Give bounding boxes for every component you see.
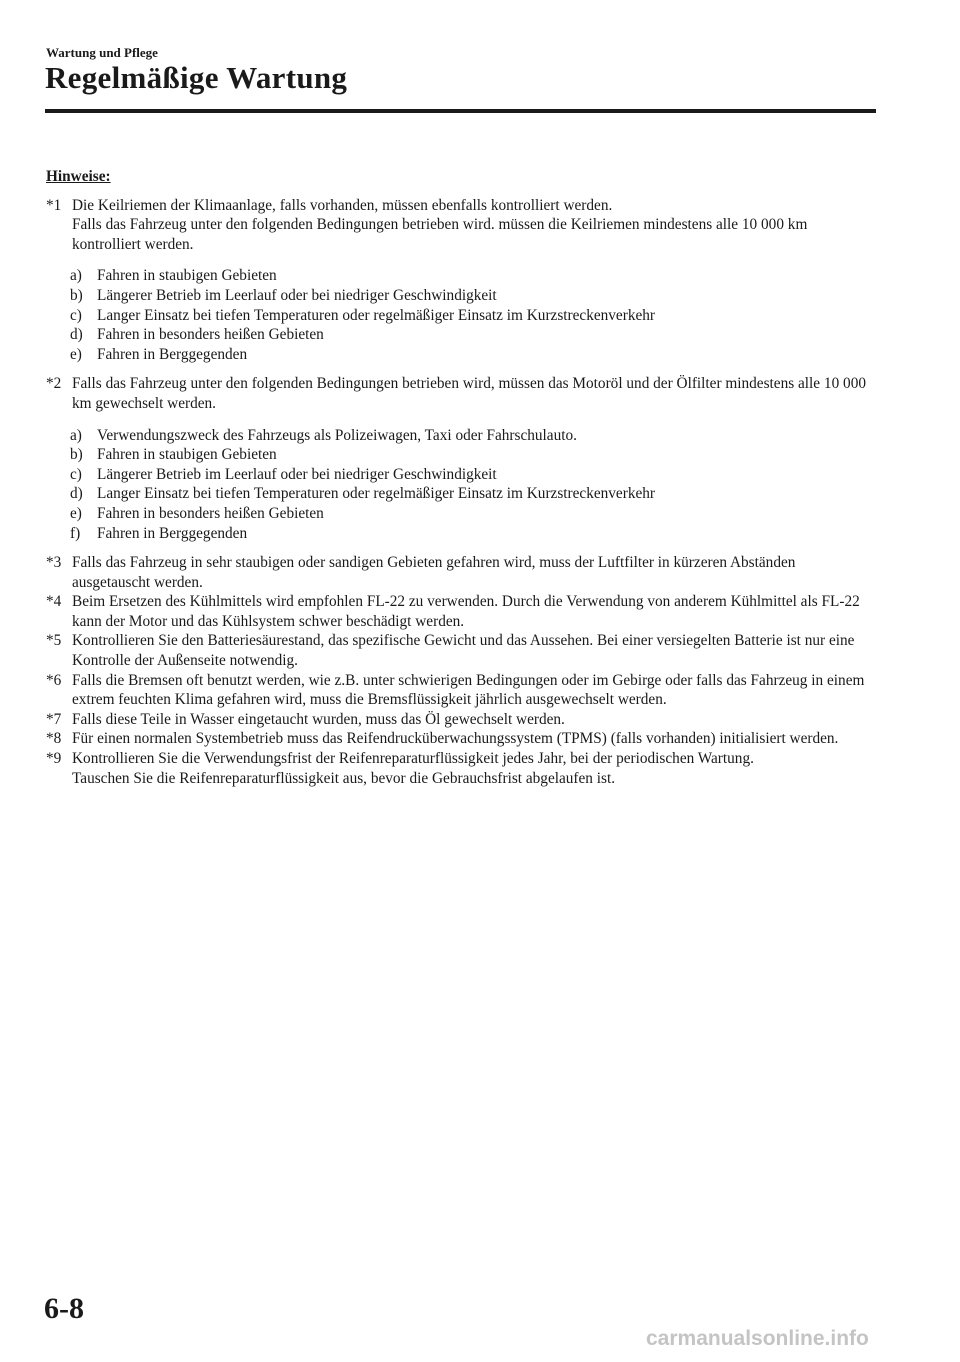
footnote-text: Falls die Bremsen oft benutzt werden, wie z.B. unter schwierigen Bedingungen oder im Gebirge oder falls das Fahrzeug in einem extrem feuchten Klima gefahren wird, muss die Bremsflüssigkeit jährlich ausgewechselt werden. — [72, 671, 865, 709]
condition-list — [46, 426, 876, 544]
footnote-text: Falls das Fahrzeug unter den folgenden Bedingungen betrieben wird. müssen die Keilriemen mindestens alle 10 000 km kontrolliert werden. — [72, 216, 808, 253]
condition-letter: c) — [70, 465, 82, 483]
condition-text: Verwendungszweck des Fahrzeugs als Polizeiwagen, Taxi oder Fahrschulauto. — [97, 426, 577, 444]
footnote-marker: *9 — [46, 750, 62, 768]
footnote-text: Beim Ersetzen des Kühlmittels wird empfohlen FL-22 zu verwenden. Durch die Verwendung von anderem Kühlmittel als FL-22 kann der Motor und das Kühlsystem schwer beschädigt werden. — [72, 593, 860, 630]
footnote-8 — [46, 729, 876, 749]
footnote-body — [72, 749, 876, 788]
condition-item — [70, 345, 876, 365]
footnote-2 — [46, 374, 876, 543]
condition-text: Fahren in staubigen Gebieten — [97, 446, 277, 464]
footnote-body — [72, 553, 876, 592]
condition-item — [70, 484, 876, 504]
condition-letter: e) — [70, 345, 82, 363]
condition-text: Fahren in besonders heißen Gebieten — [97, 504, 324, 522]
condition-text: Langer Einsatz bei tiefen Temperaturen oder regelmäßiger Einsatz im Kurzstreckenverkehr — [97, 306, 655, 324]
footnote-marker: *2 — [46, 375, 62, 393]
condition-item — [70, 286, 876, 306]
footnote-marker: *8 — [46, 730, 62, 748]
condition-item — [70, 465, 876, 485]
footnote-1 — [46, 196, 876, 365]
condition-item — [70, 306, 876, 326]
condition-letter: a) — [70, 267, 82, 285]
footnote-body — [72, 196, 876, 255]
notes-section — [46, 167, 876, 788]
footnote-marker: *5 — [46, 632, 62, 650]
footnote-7 — [46, 710, 876, 730]
condition-letter: a) — [70, 426, 82, 444]
condition-text: Fahren in staubigen Gebieten — [97, 267, 277, 285]
notes-heading: Hinweise: — [46, 168, 111, 185]
condition-item — [70, 426, 876, 446]
footnote-4 — [46, 592, 876, 631]
condition-letter: c) — [70, 306, 82, 324]
condition-text: Längerer Betrieb im Leerlauf oder bei niedriger Geschwindigkeit — [97, 465, 497, 483]
section-label: Wartung und Pflege — [46, 45, 158, 60]
footnote-body — [72, 729, 876, 749]
footnote-body — [72, 592, 876, 631]
page-title: Regelmäßige Wartung — [45, 60, 348, 95]
footnote-6 — [46, 671, 876, 710]
condition-item — [70, 524, 876, 544]
condition-item — [70, 445, 876, 465]
footnote-text: Die Keilriemen der Klimaanlage, falls vorhanden, müssen ebenfalls kontrolliert werden. — [72, 196, 613, 214]
condition-letter: b) — [70, 446, 83, 464]
footnote-marker: *1 — [46, 196, 62, 214]
condition-letter: d) — [70, 326, 83, 344]
footnote-5 — [46, 631, 876, 670]
footnote-text: Kontrollieren Sie den Batteriesäurestand, das spezifische Gewicht und das Aussehen. Bei einer versiegelten Batterie ist nur eine Kontrolle der Außenseite notwendig. — [72, 632, 855, 670]
condition-text: Langer Einsatz bei tiefen Temperaturen oder regelmäßiger Einsatz im Kurzstreckenverkehr — [97, 485, 655, 503]
condition-letter: e) — [70, 504, 82, 522]
footnote-body — [72, 631, 876, 670]
condition-text: Fahren in Berggegenden — [97, 524, 248, 542]
footnote-text: Falls das Fahrzeug unter den folgenden Bedingungen betrieben wird, müssen das Motoröl und der Ölfilter mindestens alle 10 000 km gewechselt werden. — [72, 375, 866, 412]
footnote-body — [72, 710, 876, 730]
watermark[interactable]: carmanualsonline.info — [646, 1327, 869, 1350]
footnote-marker: *6 — [46, 671, 62, 689]
footnote-body — [72, 374, 876, 413]
footnote-text: Kontrollieren Sie die Verwendungsfrist der Reifenreparaturflüssigkeit jedes Jahr, bei der periodischen Wartung. — [72, 750, 754, 768]
footnote-text: Falls diese Teile in Wasser eingetaucht wurden, muss das Öl gewechselt werden. — [72, 710, 565, 728]
condition-item — [70, 266, 876, 286]
footnote-marker: *7 — [46, 710, 62, 728]
condition-letter: d) — [70, 485, 83, 503]
page-number: 6-8 — [44, 1292, 84, 1325]
footnote-3 — [46, 553, 876, 592]
title-rule — [45, 109, 876, 113]
footnote-9 — [46, 749, 876, 788]
condition-text: Längerer Betrieb im Leerlauf oder bei niedriger Geschwindigkeit — [97, 286, 497, 304]
condition-text: Fahren in besonders heißen Gebieten — [97, 326, 324, 344]
condition-list — [46, 266, 876, 364]
footnote-text: Für einen normalen Systembetrieb muss das Reifendrucküberwachungssystem (TPMS) (falls vorhanden) initialisiert werden. — [72, 730, 839, 748]
condition-item — [70, 504, 876, 524]
footnote-marker: *3 — [46, 554, 62, 572]
condition-letter: f) — [70, 524, 81, 542]
footnote-body — [72, 671, 876, 710]
footnote-marker: *4 — [46, 593, 62, 611]
notes-list — [46, 196, 876, 789]
footnote-text: Falls das Fahrzeug in sehr staubigen oder sandigen Gebieten gefahren wird, muss der Luftfilter in kürzeren Abständen ausgetauscht werden. — [72, 554, 796, 591]
condition-item — [70, 325, 876, 345]
condition-text: Fahren in Berggegenden — [97, 345, 248, 363]
condition-letter: b) — [70, 286, 83, 304]
footnote-text: Tauschen Sie die Reifenreparaturflüssigkeit aus, bevor die Gebrauchsfrist abgelaufen ist. — [72, 769, 616, 787]
